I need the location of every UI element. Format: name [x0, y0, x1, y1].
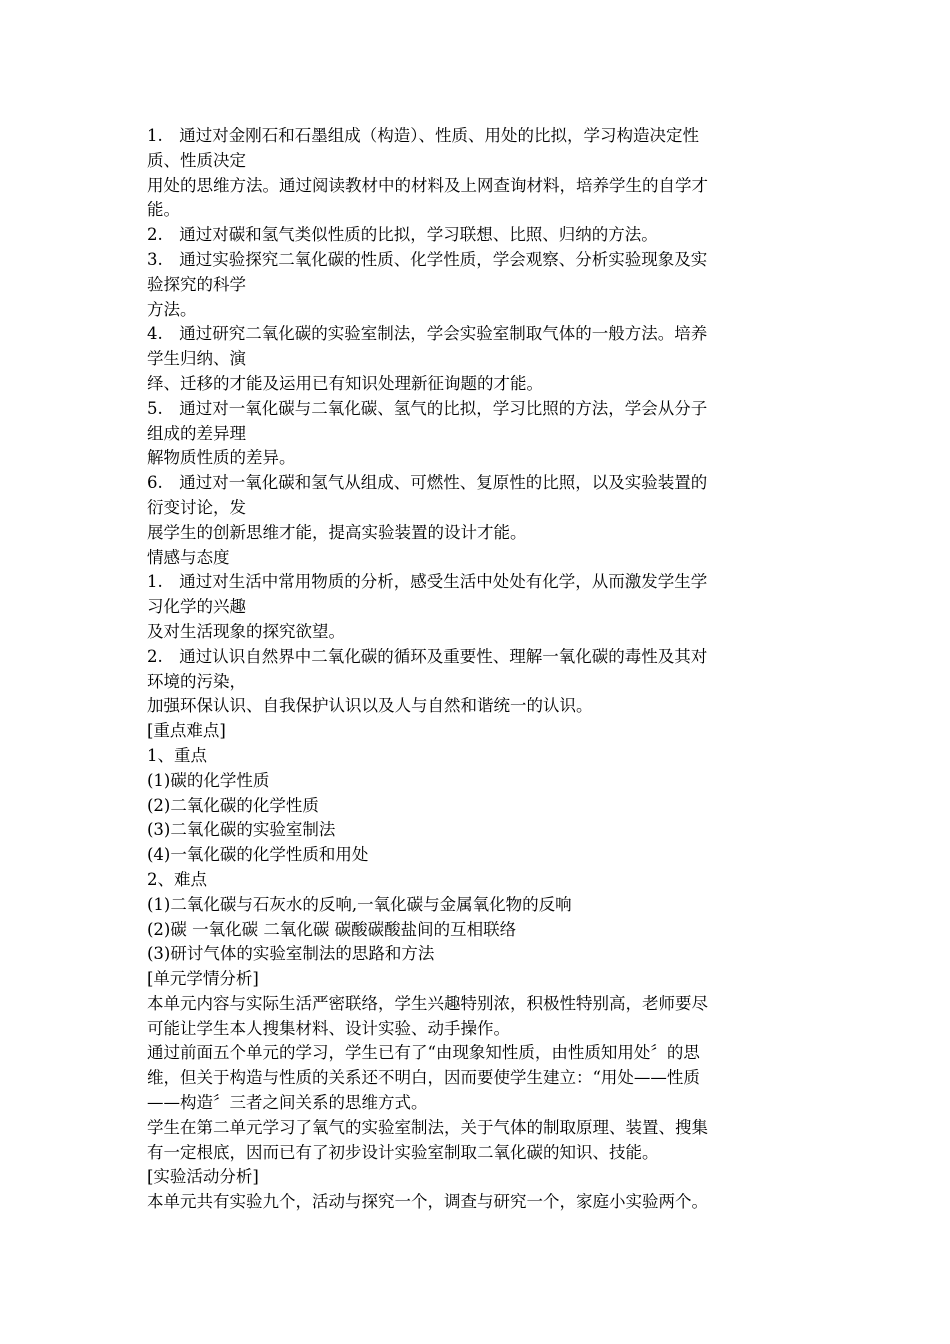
- text-line: 1. 通过对生活中常用物质的分析，感受生活中处处有化学，从而激发学生学: [147, 572, 708, 592]
- text-line: (2)二氧化碳的化学性质: [147, 795, 319, 815]
- text-line: [实验活动分析]: [147, 1167, 259, 1187]
- text-line: 1. 通过对金刚石和石墨组成（构造）、性质、用处的比拟，学习构造决定性: [147, 126, 699, 145]
- text-line: 3. 通过实验探究二氧化碳的性质、化学性质，学会观察、分析实验现象及实: [147, 249, 708, 269]
- text-line: 衍变讨论，发: [147, 497, 246, 517]
- text-line: 2、难点: [147, 869, 207, 889]
- text-line: 通过前面五个单元的学习，学生已有了“由现象知性质，由性质知用处〞的思: [147, 1043, 700, 1063]
- text-line: 5. 通过对一氧化碳与二氧化碳、氢气的比拟，学习比照的方法，学会从分子: [147, 398, 708, 418]
- text-line: 有一定根底，因而已有了初步设计实验室制取二氧化碳的知识、技能。: [147, 1142, 659, 1162]
- text-line: 情感与态度: [147, 547, 230, 567]
- text-line: 展学生的创新思维才能，提高实验装置的设计才能。: [147, 522, 527, 542]
- text-line: 解物质性质的差异。: [147, 448, 296, 468]
- text-line: 本单元共有实验九个，活动与探究一个，调查与研究一个，家庭小实验两个。: [147, 1192, 708, 1212]
- text-line: 6. 通过对一氧化碳和氢气从组成、可燃性、复原性的比照，以及实验装置的: [147, 473, 708, 493]
- text-line: [单元学情分析]: [147, 969, 259, 989]
- text-line: (3)二氧化碳的实验室制法: [147, 820, 336, 840]
- text-line: [重点难点]: [147, 721, 226, 741]
- text-line: 习化学的兴趣: [147, 597, 246, 617]
- text-line: 可能让学生本人搜集材料、设计实验、动手操作。: [147, 1018, 510, 1038]
- text-line: 加强环保认识、自我保护认识以及人与自然和谐统一的认识。: [147, 696, 593, 716]
- text-line: (4)一氧化碳的化学性质和用处: [147, 845, 369, 865]
- text-line: 能。: [147, 200, 180, 220]
- text-line: (1)二氧化碳与石灰水的反响,一氧化碳与金属氧化物的反响: [147, 894, 572, 914]
- text-line: 环境的污染，: [147, 671, 246, 691]
- document-body: [147, 124, 807, 1215]
- text-line: 绎、迁移的才能及运用已有知识处理新征询题的才能。: [147, 373, 543, 393]
- text-line: 本单元内容与实际生活严密联络，学生兴趣特别浓，积极性特别高，老师要尽: [147, 993, 708, 1013]
- text-line: 2. 通过对碳和氢气类似性质的比拟，学习联想、比照、归纳的方法。: [147, 225, 658, 245]
- text-line: 2. 通过认识自然界中二氧化碳的循环及重要性、理解一氧化碳的毒性及其对: [147, 646, 708, 666]
- text-line: 质、性质决定: [147, 150, 246, 170]
- text-line: (2)碳 一氧化碳 二氧化碳 碳酸碳酸盐间的互相联络: [147, 919, 517, 939]
- text-line: 维，但关于构造与性质的关系还不明白，因而要使学生建立：“用处——性质: [147, 1068, 700, 1088]
- text-line: 1、重点: [147, 745, 207, 765]
- text-line: 用处的思维方法。通过阅读教材中的材料及上网查询材料，培养学生的自学才: [147, 175, 708, 195]
- text-line: ——构造〞三者之间关系的思维方式。: [147, 1093, 428, 1113]
- text-line: 学生归纳、演: [147, 349, 246, 369]
- text-line: 方法。: [147, 299, 197, 319]
- text-line: (1)碳的化学性质: [147, 770, 270, 790]
- text-line: 学生在第二单元学习了氧气的实验室制法，关于气体的制取原理、装置、搜集: [147, 1117, 708, 1137]
- text-line: 组成的差异理: [147, 423, 246, 443]
- text-line: (3)研讨气体的实验室制法的思路和方法: [147, 944, 435, 964]
- text-line: 及对生活现象的探究欲望。: [147, 621, 345, 641]
- text-line: 4. 通过研究二氧化碳的实验室制法，学会实验室制取气体的一般方法。培养: [147, 324, 708, 344]
- text-line: 验探究的科学: [147, 274, 246, 294]
